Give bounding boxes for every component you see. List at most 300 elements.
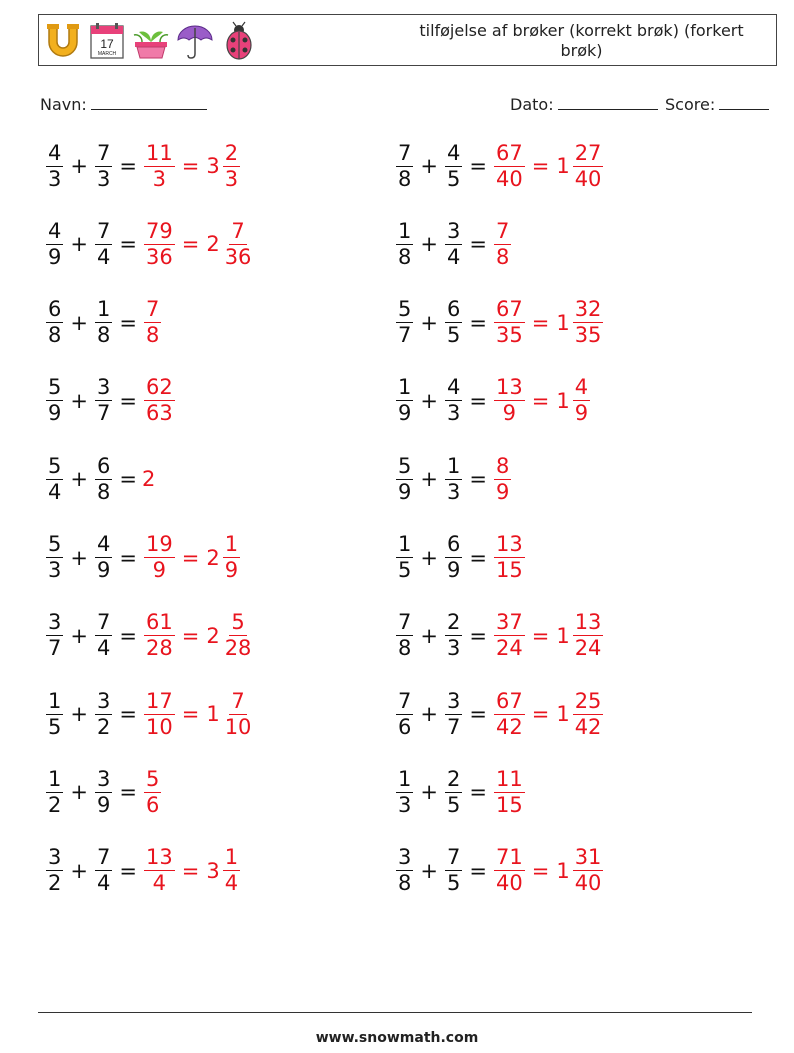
denominator: 63 [145, 401, 173, 426]
numerator: 7 [398, 140, 412, 165]
numerator: 13 [495, 532, 523, 556]
mixed-whole: 1 [556, 858, 570, 883]
fraction [494, 689, 525, 740]
plus-sign: + [70, 467, 88, 492]
fraction [396, 375, 413, 426]
name-label: Navn: [40, 95, 87, 114]
numerator: 1 [398, 532, 412, 556]
fraction [144, 689, 175, 740]
mixed-whole: 1 [556, 310, 570, 335]
mixed-fraction [223, 141, 240, 192]
fraction [46, 689, 63, 740]
denominator: 4 [224, 871, 239, 896]
equals-sign: = [531, 702, 550, 727]
equals-sign: = [469, 388, 487, 413]
numerator: 4 [48, 140, 62, 165]
fraction [445, 297, 462, 348]
numerator: 1 [224, 845, 239, 870]
denominator: 7 [398, 323, 412, 348]
equals-sign: = [119, 780, 137, 805]
svg-text:17: 17 [100, 37, 114, 51]
fraction [95, 375, 112, 426]
mixed-whole: 1 [556, 154, 570, 178]
fraction [46, 141, 63, 192]
equals-sign: = [119, 467, 137, 492]
denominator: 6 [398, 714, 412, 739]
fraction [445, 375, 462, 426]
mixed-whole: 2 [206, 545, 220, 570]
fraction [445, 219, 462, 270]
plus-sign: + [70, 310, 88, 335]
numerator: 7 [96, 140, 111, 165]
mixed-fraction [573, 610, 604, 661]
numerator: 7 [96, 218, 111, 243]
numerator: 31 [574, 845, 602, 870]
numerator: 7 [398, 610, 412, 635]
fraction [396, 845, 413, 896]
numerator: 5 [398, 297, 412, 322]
equals-sign: = [119, 310, 137, 335]
numerator: 1 [48, 688, 62, 713]
numerator: 3 [446, 688, 461, 713]
problem [394, 762, 527, 822]
mixed-fraction [223, 845, 240, 896]
numerator: 4 [446, 140, 461, 165]
fraction [144, 141, 175, 192]
denominator: 5 [446, 323, 461, 348]
denominator: 8 [96, 479, 111, 504]
fraction [46, 845, 63, 896]
fraction [494, 141, 525, 192]
fraction [46, 610, 63, 661]
calendar-icon [87, 20, 127, 62]
plus-sign: + [70, 388, 88, 413]
date-field [510, 93, 658, 114]
problem [394, 684, 605, 744]
equals-sign: = [119, 702, 137, 727]
equals-sign: = [119, 154, 137, 178]
problem [394, 841, 605, 901]
numerator: 27 [574, 140, 602, 165]
mixed-fraction [573, 297, 604, 348]
equals-sign: = [531, 858, 550, 883]
denominator: 4 [152, 871, 167, 896]
denominator: 4 [96, 636, 111, 661]
fraction [144, 219, 175, 270]
numerator: 3 [48, 610, 62, 635]
fraction [494, 767, 525, 818]
fraction [144, 375, 175, 426]
numerator: 1 [398, 766, 412, 791]
numerator: 3 [398, 845, 412, 870]
mixed-whole: 1 [556, 623, 570, 648]
numerator: 5 [48, 375, 62, 400]
denominator: 36 [224, 244, 252, 269]
plus-sign: + [70, 545, 88, 570]
fraction [95, 297, 112, 348]
problem [44, 841, 242, 901]
problem [394, 214, 513, 274]
problem [44, 606, 255, 666]
denominator: 9 [48, 244, 62, 269]
problem [394, 449, 513, 509]
numerator: 2 [224, 140, 239, 165]
equals-sign: = [469, 467, 487, 492]
equals-sign: = [531, 154, 550, 178]
denominator: 9 [398, 479, 412, 504]
numerator: 3 [96, 375, 111, 400]
problem [44, 214, 255, 274]
footer-url: www.snowmath.com [315, 1030, 479, 1046]
score-blank[interactable] [719, 93, 769, 110]
plus-sign: + [420, 388, 438, 413]
mixed-whole: 1 [206, 702, 220, 727]
ladybug-icon [219, 20, 259, 62]
denominator: 4 [96, 244, 111, 269]
fraction [445, 689, 462, 740]
numerator: 1 [398, 375, 412, 400]
fraction [95, 141, 112, 192]
numerator: 3 [96, 766, 111, 791]
numerator: 4 [446, 375, 461, 400]
fraction [46, 375, 63, 426]
numerator: 67 [495, 140, 523, 165]
numerator: 2 [446, 766, 461, 791]
mixed-whole: 2 [206, 232, 220, 257]
denominator: 9 [502, 401, 517, 426]
problem [394, 606, 605, 666]
mixed-fraction [573, 845, 604, 896]
fraction [46, 219, 63, 270]
denominator: 15 [495, 792, 523, 817]
denominator: 8 [145, 323, 160, 348]
equals-sign: = [469, 154, 487, 178]
denominator: 40 [574, 166, 602, 191]
plus-sign: + [70, 232, 88, 257]
denominator: 8 [495, 244, 510, 269]
worksheet-title: tilføjelse af brøker (korrekt brøk) (forkert brøk) [419, 21, 744, 60]
plus-sign: + [70, 702, 88, 727]
plus-sign: + [420, 623, 438, 648]
equals-sign: = [181, 623, 200, 648]
footer-divider [38, 1012, 752, 1013]
problem [44, 449, 155, 509]
mixed-fraction [573, 689, 604, 740]
numerator: 67 [495, 688, 523, 713]
fraction [494, 610, 525, 661]
equals-sign: = [181, 858, 200, 883]
numerator: 2 [446, 610, 461, 635]
numerator: 6 [446, 297, 461, 322]
numerator: 4 [48, 218, 62, 243]
plus-sign: + [420, 545, 438, 570]
fraction [144, 845, 175, 896]
numerator: 7 [446, 845, 461, 870]
equals-sign: = [181, 154, 200, 178]
fraction [46, 297, 63, 348]
denominator: 2 [48, 792, 62, 817]
svg-text:MARCH: MARCH [97, 51, 117, 57]
numerator: 1 [446, 453, 461, 478]
denominator: 3 [96, 166, 111, 191]
fraction [95, 454, 112, 505]
fraction [494, 845, 525, 896]
denominator: 9 [495, 479, 510, 504]
name-field [40, 93, 207, 114]
denominator: 3 [224, 166, 239, 191]
numerator: 1 [96, 297, 111, 322]
denominator: 28 [145, 636, 173, 661]
fraction [494, 532, 525, 583]
numerator: 3 [48, 845, 62, 870]
numerator: 5 [48, 532, 62, 556]
fraction [46, 454, 63, 505]
mixed-fraction [223, 219, 254, 270]
numerator: 1 [398, 218, 412, 243]
header-icons [43, 20, 259, 62]
fraction [95, 689, 112, 740]
problem [44, 684, 255, 744]
denominator: 28 [224, 636, 252, 661]
denominator: 5 [446, 166, 461, 191]
fraction [396, 454, 413, 505]
problem [44, 371, 177, 431]
date-blank[interactable] [558, 93, 658, 110]
plus-sign: + [70, 154, 88, 178]
denominator: 35 [495, 323, 523, 348]
fraction [494, 454, 511, 505]
mixed-whole: 1 [556, 702, 570, 727]
fraction [445, 532, 462, 583]
denominator: 8 [48, 323, 62, 348]
equals-sign: = [469, 702, 487, 727]
mixed-fraction [223, 610, 254, 661]
denominator: 8 [398, 636, 412, 661]
numerator: 8 [495, 453, 510, 478]
plus-sign: + [420, 780, 438, 805]
denominator: 3 [398, 792, 412, 817]
answer-whole: 2 [141, 467, 156, 492]
denominator: 5 [446, 871, 461, 896]
fraction [95, 845, 112, 896]
denominator: 4 [446, 244, 461, 269]
equals-sign: = [469, 310, 487, 335]
numerator: 6 [48, 297, 62, 322]
plus-sign: + [420, 702, 438, 727]
equals-sign: = [469, 623, 487, 648]
numerator: 6 [446, 532, 461, 556]
denominator: 9 [48, 401, 62, 426]
problem [394, 136, 605, 196]
denominator: 8 [96, 323, 111, 348]
numerator: 7 [96, 845, 111, 870]
plus-sign: + [70, 858, 88, 883]
denominator: 5 [48, 714, 62, 739]
fraction [95, 767, 112, 818]
fraction [494, 219, 511, 270]
denominator: 8 [398, 244, 412, 269]
numerator: 13 [495, 375, 523, 400]
fraction [494, 375, 525, 426]
denominator: 5 [398, 558, 412, 582]
fraction [46, 767, 63, 818]
plus-sign: + [420, 154, 438, 178]
plus-sign: + [420, 467, 438, 492]
denominator: 2 [96, 714, 111, 739]
denominator: 2 [48, 871, 62, 896]
denominator: 5 [446, 792, 461, 817]
fraction [445, 845, 462, 896]
mixed-whole: 3 [206, 154, 220, 178]
numerator: 4 [96, 532, 111, 556]
fraction [445, 610, 462, 661]
numerator: 1 [48, 766, 62, 791]
numerator: 7 [96, 610, 111, 635]
fraction [396, 610, 413, 661]
fraction [445, 454, 462, 505]
numerator: 5 [145, 766, 160, 791]
denominator: 9 [574, 401, 589, 426]
date-label: Dato: [510, 95, 554, 114]
numerator: 5 [231, 610, 245, 635]
equals-sign: = [531, 310, 550, 335]
numerator: 32 [574, 297, 602, 322]
equals-sign: = [531, 388, 550, 413]
problem [44, 762, 163, 822]
numerator: 67 [495, 297, 523, 322]
denominator: 3 [446, 479, 461, 504]
mixed-whole: 3 [206, 858, 220, 883]
problem [44, 136, 242, 196]
fraction [396, 141, 413, 192]
numerator: 7 [145, 297, 160, 322]
mixed-whole: 2 [206, 623, 220, 648]
denominator: 15 [495, 558, 523, 582]
denominator: 35 [574, 323, 602, 348]
plus-sign: + [420, 310, 438, 335]
fraction [396, 219, 413, 270]
fraction [445, 767, 462, 818]
numerator: 11 [495, 766, 523, 791]
denominator: 40 [495, 166, 523, 191]
equals-sign: = [119, 388, 137, 413]
denominator: 9 [224, 558, 239, 582]
numerator: 13 [574, 610, 602, 635]
numerator: 7 [398, 688, 412, 713]
denominator: 6 [145, 792, 160, 817]
denominator: 9 [446, 558, 461, 582]
fraction [144, 297, 161, 348]
fraction [144, 610, 175, 661]
numerator: 61 [145, 610, 173, 635]
plus-sign: + [420, 232, 438, 257]
denominator: 24 [574, 636, 602, 661]
umbrella-icon [175, 20, 215, 62]
fraction [396, 297, 413, 348]
numerator: 25 [574, 688, 602, 713]
denominator: 42 [574, 714, 602, 739]
denominator: 24 [495, 636, 523, 661]
denominator: 3 [446, 636, 461, 661]
equals-sign: = [531, 623, 550, 648]
problem [44, 293, 163, 353]
numerator: 13 [145, 845, 173, 870]
denominator: 9 [96, 558, 111, 582]
equals-sign: = [469, 858, 487, 883]
numerator: 37 [495, 610, 523, 635]
score-label: Score: [665, 95, 716, 114]
fraction [144, 767, 161, 818]
denominator: 42 [495, 714, 523, 739]
denominator: 8 [398, 871, 412, 896]
equals-sign: = [469, 780, 487, 805]
fraction [95, 219, 112, 270]
numerator: 79 [145, 218, 173, 243]
numerator: 11 [145, 140, 173, 165]
denominator: 9 [152, 558, 167, 582]
score-field [665, 93, 769, 114]
equals-sign: = [119, 232, 137, 257]
denominator: 40 [495, 871, 523, 896]
fraction [396, 689, 413, 740]
denominator: 3 [48, 558, 62, 582]
equals-sign: = [469, 545, 487, 570]
denominator: 4 [48, 479, 62, 504]
numerator: 7 [231, 688, 245, 713]
mixed-whole: 1 [556, 388, 570, 413]
fraction [445, 141, 462, 192]
problem [394, 293, 605, 353]
fraction [95, 532, 112, 583]
numerator: 19 [145, 532, 173, 556]
denominator: 7 [48, 636, 62, 661]
mixed-fraction [223, 532, 240, 583]
denominator: 7 [96, 401, 111, 426]
equals-sign: = [119, 858, 137, 883]
numerator: 7 [495, 218, 510, 243]
denominator: 9 [398, 401, 412, 426]
fraction [494, 297, 525, 348]
denominator: 3 [446, 401, 461, 426]
name-blank[interactable] [91, 93, 207, 110]
numerator: 17 [145, 688, 173, 713]
problem [44, 528, 242, 588]
denominator: 36 [145, 244, 173, 269]
denominator: 3 [48, 166, 62, 191]
numerator: 71 [495, 845, 523, 870]
fraction [144, 532, 175, 583]
fraction [95, 610, 112, 661]
numerator: 7 [231, 218, 245, 243]
mixed-fraction [223, 689, 254, 740]
denominator: 8 [398, 166, 412, 191]
worksheet-header [38, 14, 777, 66]
fraction [396, 767, 413, 818]
plus-sign: + [70, 780, 88, 805]
numerator: 1 [224, 532, 239, 556]
numerator: 5 [398, 453, 412, 478]
fraction [46, 532, 63, 583]
fraction [396, 532, 413, 583]
sprout-pot-icon [131, 20, 171, 62]
equals-sign: = [469, 232, 487, 257]
mixed-fraction [573, 141, 604, 192]
numerator: 3 [446, 218, 461, 243]
equals-sign: = [181, 545, 200, 570]
problem [394, 528, 527, 588]
denominator: 10 [224, 714, 252, 739]
denominator: 10 [145, 714, 173, 739]
